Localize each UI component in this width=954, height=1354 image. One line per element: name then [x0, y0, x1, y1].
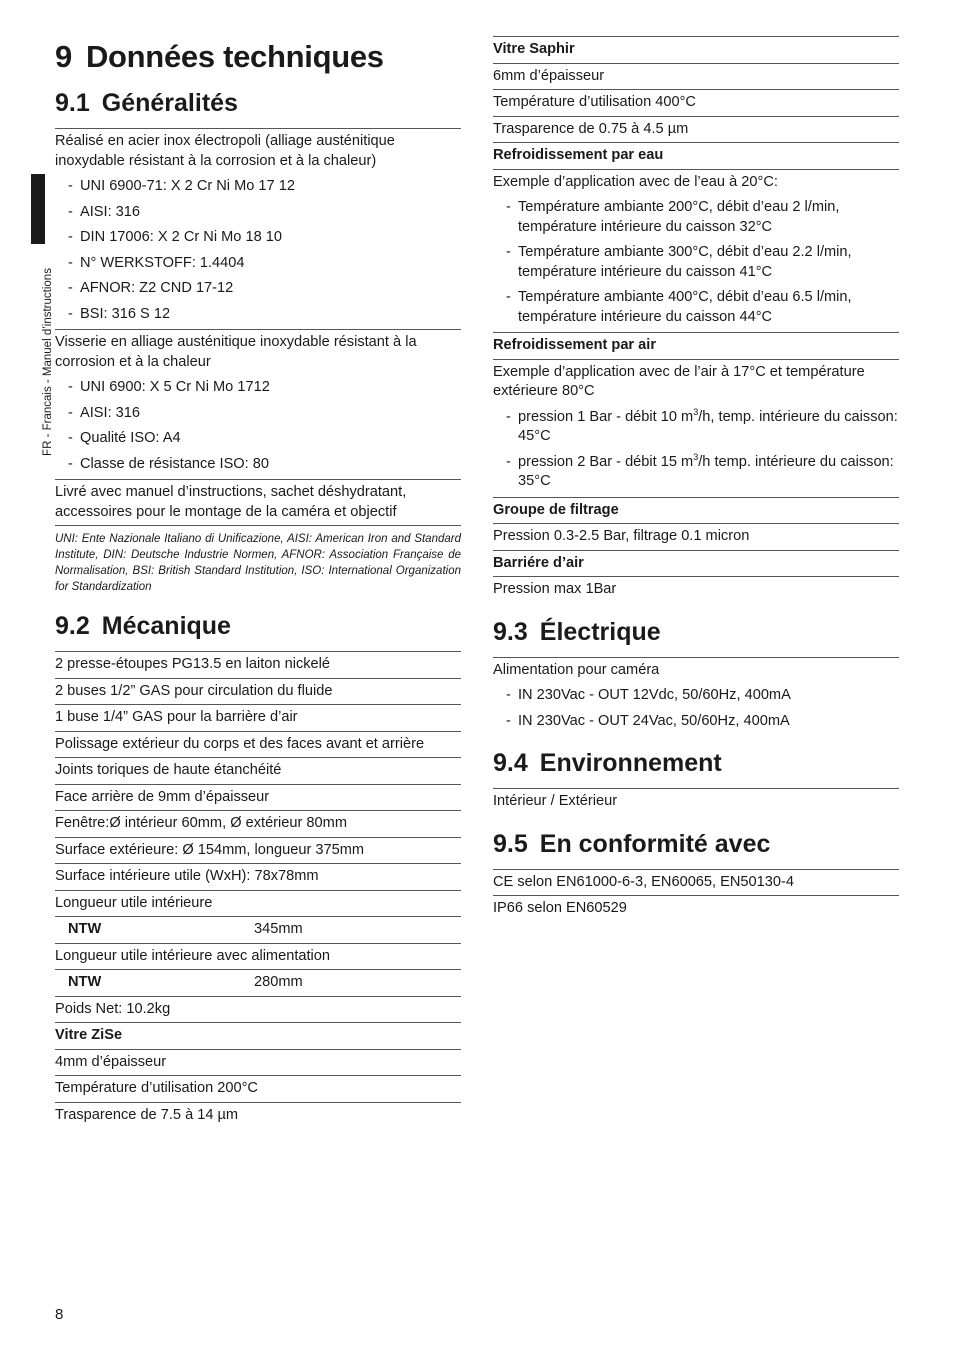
list-item: - UNI 6900: X 5 Cr Ni Mo 1712: [68, 379, 270, 395]
section-9-1-title: 9.1 Généralités: [55, 86, 461, 129]
section-9-5-title: 9.5 En conformité avec: [493, 827, 899, 870]
list-item: - IN 230Vac - OUT 12Vdc, 50/60Hz, 400mA: [506, 687, 791, 703]
spec-row: Pression max 1Bar: [493, 581, 617, 597]
saphir-title: Vitre Saphir: [493, 37, 899, 64]
spec-row: Joints toriques de haute étanchéité: [55, 758, 461, 785]
spec-row: CE selon EN61000-6-3, EN60065, EN50130-4: [493, 870, 899, 897]
air-cooling-title: Refroidissement par air: [493, 333, 899, 360]
right-column: [493, 36, 899, 922]
spec-row: 4mm d’épaisseur: [55, 1050, 461, 1077]
spec-row: Pression 0.3-2.5 Bar, filtrage 0.1 micron: [493, 524, 899, 551]
list-item: - Qualité ISO: A4: [68, 430, 181, 446]
list-item: - Classe de résistance ISO: 80: [68, 455, 269, 472]
list-item: - Température ambiante 300°C, débit d’eau 2.2 l/min, température intérieure du caisson 41°C: [506, 244, 852, 280]
spec-row: 2 buses 1/2” GAS pour circulation du fluide: [55, 679, 461, 706]
spec-row: Trasparence de 7.5 à 14 µm: [55, 1106, 239, 1123]
electrical-intro: Alimentation pour caméra: [493, 661, 660, 678]
spec-row: 6mm d’épaisseur: [493, 64, 899, 91]
list-item: - pression 2 Bar - débit 15 $m^3/h$ temp. intérieure du caisson: 35°C: [506, 451, 894, 489]
length-value-row: NTW 280mm: [55, 970, 461, 997]
water-intro: Exemple d’application avec de l’eau à 20°C:: [493, 173, 778, 190]
list-item: - AISI: 316: [68, 404, 141, 421]
spec-row: Température d’utilisation 200°C: [55, 1076, 461, 1103]
spec-row: Fenêtre:Ø intérieur 60mm, Ø extérieur 80mm: [55, 811, 461, 838]
environment-text: Intérieur / Extérieur: [493, 793, 618, 809]
list-item: - AISI: 316: [68, 203, 141, 220]
length-value-row: NTW 345mm: [55, 917, 461, 944]
air-intro: Exemple d’application avec de l’air à 17°C et température extérieure 80°C: [493, 363, 865, 399]
spec-row: Trasparence de 0.75 à 4.5 µm: [493, 117, 899, 144]
chapter-title: 9 Données techniques: [55, 39, 384, 74]
material-intro: Réalisé en acier inox électropoli (alliage austénitique inoxydable résistant à la corrosion et à la chaleur): [55, 133, 395, 169]
sidebar-marker: [31, 174, 45, 244]
filter-title: Groupe de filtrage: [493, 498, 899, 525]
spec-row: Surface extérieure: Ø 154mm, longueur 375mm: [55, 838, 461, 865]
water-cooling-title: Refroidissement par eau: [493, 143, 899, 170]
section-9-3-title: 9.3 Électrique: [493, 615, 899, 658]
list-item: - UNI 6900-71: X 2 Cr Ni Mo 17 12: [68, 178, 295, 194]
air-barrier-title: Barriére d’air: [493, 551, 899, 578]
spec-row: Face arrière de 9mm d’épaisseur: [55, 785, 461, 812]
list-item: - BSI: 316 S 12: [68, 305, 171, 322]
weight-row: Poids Net: 10.2kg: [55, 997, 461, 1024]
left-column: [55, 36, 461, 1128]
list-item: - AFNOR: Z2 CND 17-12: [68, 280, 234, 296]
list-item: - Température ambiante 400°C, débit d’eau 6.5 l/min, température intérieure du caisson 44°C: [506, 289, 852, 325]
spec-row: 2 presse-étoupes PG13.5 en laiton nickelé: [55, 652, 461, 679]
material-group: [55, 129, 461, 330]
sidebar-label: FR - Francais - Manuel d’instructions: [42, 268, 54, 456]
spec-row: Longueur utile intérieure avec alimentation: [55, 944, 461, 971]
list-item: - pression 1 Bar - débit 10 $m^3/h$, temp. intérieure du caisson: 45°C: [506, 406, 898, 444]
zise-title: Vitre ZiSe: [55, 1023, 461, 1050]
spec-row: Polissage extérieur du corps et des faces avant et arrière: [55, 732, 461, 759]
list-item: - N° WERKSTOFF: 1.4404: [68, 254, 245, 271]
spec-row: Surface intérieure utile (WxH): 78x78mm: [55, 864, 461, 891]
screws-intro: Visserie en alliage austénitique inoxydable résistant à la corrosion et à la chaleur: [55, 334, 417, 370]
page-number: 8: [55, 1306, 64, 1323]
list-item: - IN 230Vac - OUT 24Vac, 50/60Hz, 400mA: [506, 712, 790, 729]
spec-row: IP66 selon EN60529: [493, 900, 627, 916]
list-item: - Température ambiante 200°C, débit d’eau 2 l/min, température intérieure du caisson 32°C: [506, 199, 840, 235]
spec-row: 1 buse 1/4” GAS pour la barrière d’air: [55, 705, 461, 732]
screws-group: [55, 330, 461, 480]
section-9-2-title: 9.2 Mécanique: [55, 609, 461, 652]
list-item: - DIN 17006: X 2 Cr Ni Mo 18 10: [68, 229, 282, 245]
abbreviations-note: UNI: Ente Nazionale Italiano di Unificazione, AISI: American Iron and Standard Institute, DIN: Deutsche Industrie Normen, AFNOR: Association Française de Normalisation, BSI: British Standard Institution, ISO: International Organization for Standardization: [55, 533, 461, 593]
spec-row: Température d’utilisation 400°C: [493, 90, 899, 117]
water-cooling-group: [493, 170, 899, 334]
air-cooling-group: [493, 360, 899, 498]
supplied-with: Livré avec manuel d’instructions, sachet déshydratant, accessoires pour le montage de la caméra et objectif: [55, 480, 461, 526]
section-9-4-title: 9.4 Environnement: [493, 746, 899, 789]
spec-row: Longueur utile intérieure: [55, 891, 461, 918]
